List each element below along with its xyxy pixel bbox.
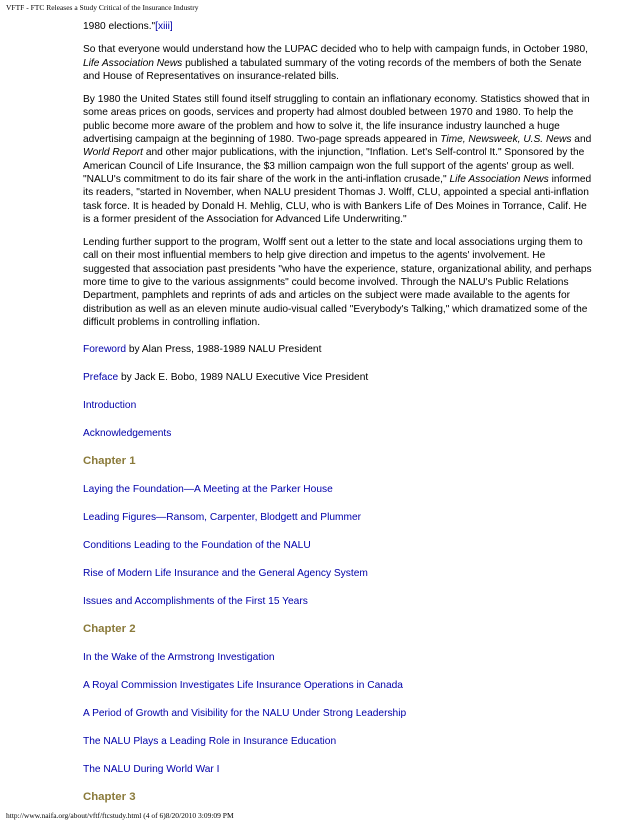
print-footer: http://www.naifa.org/about/vftf/ftcstudy.html (4 of 6)8/20/2010 3:09:09 PM xyxy=(6,811,234,820)
chapter-link[interactable]: Laying the Foundation—A Meeting at the Parker House xyxy=(83,484,333,496)
text-segment: By 1980 the United States still found itself struggling to contain an inflationary economy. Statistics showed that in some areas prices on goods, services and property had almost doubled between 1970 and 1980. To help the public become more aware of the problem and how to solve it, the life insurance industry launched a huge advertising campaign at the beginning of 1980. Two-page spreads appeared in xyxy=(83,94,590,146)
paragraph-lupac xyxy=(83,43,593,83)
publication-title: Life Association News xyxy=(83,57,183,69)
publication-title: Time, Newsweek, U.S. News xyxy=(440,134,572,146)
text-segment: and other major publications, with the injunction, "Inflation. Let's Self-control It." Sponsored by the American Council of Life Insurance, the $3 million campaign won the full support of the agents' group as well. "NALU's commitment to do its fair share of the work in the anti-inflation crusade," xyxy=(83,147,585,185)
toc-item xyxy=(83,567,593,595)
foreword-link[interactable]: Foreword xyxy=(83,344,127,356)
toc-item xyxy=(83,651,593,679)
chapter-3-heading: Chapter 3 xyxy=(83,791,136,804)
paragraph-elections xyxy=(83,20,593,33)
toc-item xyxy=(83,539,593,567)
chapter-1-heading: Chapter 1 xyxy=(83,455,136,468)
footnote-link-xiii[interactable]: [xiii] xyxy=(155,21,173,32)
paragraph-wolff-letter: Lending further support to the program, Wolff sent out a letter to the state and local associations urging them to call on their most influential members to help give direction and impetus to the agents' involvement. He suggested that association past presidents "who have the experience, stature, organizational ability, and perhaps more time to give to the various assignments" could become involved. Through the NALU's Public Relations Department, pamphlets and reprints of ads and articles on the subject were made available to the agents for distribution as well as an eleven minute audio-visual called "Everybody's Talking," which dramatized some of the difficult problems in controlling inflation. xyxy=(83,237,592,328)
chapter-link[interactable]: In the Wake of the Armstrong Investigation xyxy=(83,652,275,664)
preface-link[interactable]: Preface xyxy=(83,372,119,384)
text-segment: and xyxy=(571,134,592,146)
toc-item xyxy=(83,511,593,539)
foreword-entry xyxy=(83,343,593,371)
article-body xyxy=(83,20,593,819)
foreword-author: by Alan Press, 1988-1989 NALU President xyxy=(126,344,322,356)
text-segment: informed its readers, "started in November, when NALU president Thomas J. Wolff, CLU, appointed a special anti-inflation task force. It is headed by Donald H. Mehlig, CLU, who is with Bankers Life of Des Moines in Torrance, Calif. He is a former president of the Association for Advanced Life Underwriting." xyxy=(83,173,592,225)
toc-item xyxy=(83,679,593,707)
toc-item xyxy=(83,763,593,791)
preface-author: by Jack E. Bobo, 1989 NALU Executive Vice President xyxy=(118,372,369,384)
toc-item xyxy=(83,595,593,623)
chapter-link[interactable]: A Royal Commission Investigates Life Insurance Operations in Canada xyxy=(83,680,403,692)
toc-item xyxy=(83,399,593,427)
text-segment: So that everyone would understand how the LUPAC decided who to help with campaign funds, in October 1980, xyxy=(83,44,588,56)
introduction-link[interactable]: Introduction xyxy=(83,400,137,412)
publication-title: World Report xyxy=(83,147,144,159)
chapter-link[interactable]: Rise of Modern Life Insurance and the General Agency System xyxy=(83,568,368,580)
chapter-link[interactable]: Conditions Leading to the Foundation of the NALU xyxy=(83,540,311,552)
chapter-link[interactable]: The NALU Plays a Leading Role in Insurance Education xyxy=(83,736,337,748)
paragraph-text: 1980 elections." xyxy=(83,21,156,32)
toc-item xyxy=(83,707,593,735)
chapter-link[interactable]: Issues and Accomplishments of the First 15 Years xyxy=(83,596,308,608)
preface-entry xyxy=(83,371,593,399)
acknowledgements-link[interactable]: Acknowledgements xyxy=(83,428,172,440)
chapter-link[interactable]: The NALU During World War I xyxy=(83,764,220,776)
chapter-link[interactable]: Leading Figures—Ransom, Carpenter, Blodgett and Plummer xyxy=(83,512,362,524)
chapter-2-heading: Chapter 2 xyxy=(83,623,136,636)
chapter-link[interactable]: A Period of Growth and Visibility for the NALU Under Strong Leadership xyxy=(83,708,407,720)
publication-title: Life Association News xyxy=(449,173,549,185)
text-segment: published a tabulated summary of the voting records of the members of both the Senate and House of Representatives on insurance-related bills. xyxy=(83,57,582,82)
toc-item xyxy=(83,427,593,455)
print-header: VFTF - FTC Releases a Study Critical of the Insurance Industry xyxy=(6,3,199,12)
toc-item xyxy=(83,483,593,511)
paragraph-inflation xyxy=(83,93,593,226)
toc-item xyxy=(83,735,593,763)
